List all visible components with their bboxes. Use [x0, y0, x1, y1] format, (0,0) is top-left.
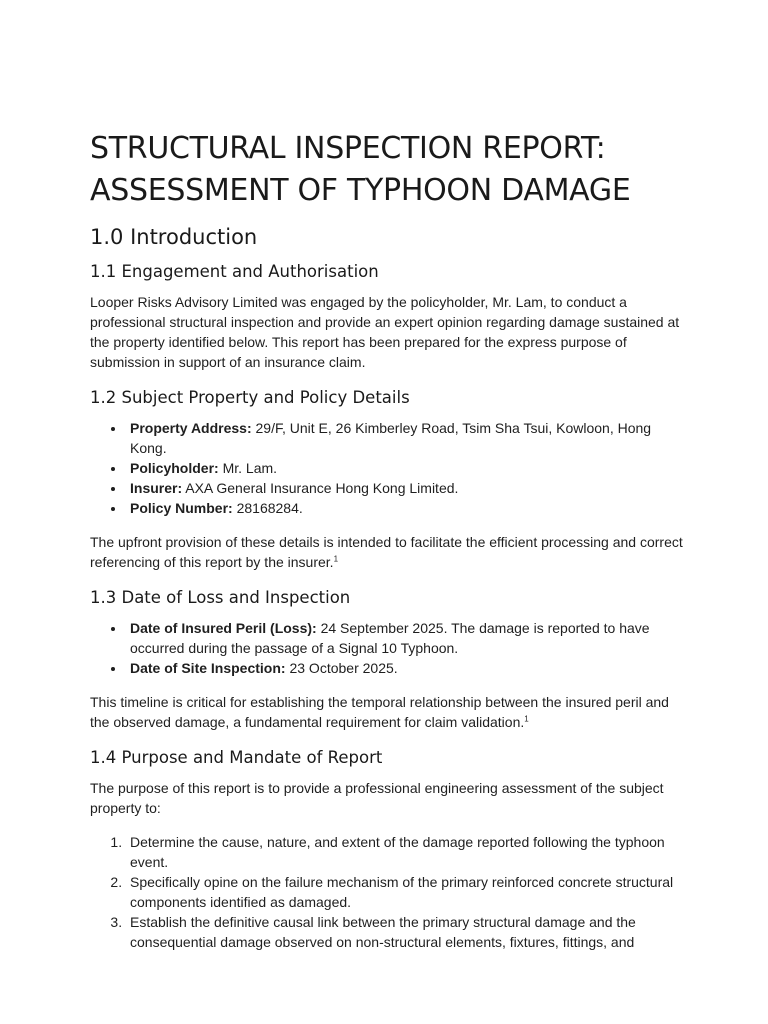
- list-item: [126, 418, 690, 458]
- date-details-list: [90, 618, 690, 678]
- timeline-paragraph: [90, 692, 690, 732]
- section-heading-purpose: 1.4 Purpose and Mandate of Report: [90, 748, 383, 767]
- list-item: [126, 658, 690, 678]
- footnote-marker[interactable]: 1: [524, 714, 529, 724]
- item-value: 28168284.: [232, 500, 303, 516]
- list-item: [126, 478, 690, 498]
- paragraph-text: This timeline is critical for establishing the temporal relationship between the insured peril and the observed damage, a fundamental requirement for claim validation.: [90, 694, 669, 730]
- section-heading-engagement: 1.1 Engagement and Authorisation: [90, 262, 379, 281]
- purpose-list: [90, 832, 690, 952]
- item-value: 24 September 2025. The damage is reported to have occurred during the passage of a Signal 10 Typhoon.: [130, 620, 650, 656]
- engagement-paragraph: Looper Risks Advisory Limited was engaged by the policyholder, Mr. Lam, to conduct a professional structural inspection and provide an expert opinion regarding damage sustained at the property identified below. This report has been prepared for the express purpose of submission in support of an insurance claim.: [90, 294, 680, 370]
- list-item: 3. Establish the definitive causal link between the primary structural damage and the consequential damage observed on non-structural elements, fixtures, fittings, and: [126, 912, 690, 952]
- item-label: Date of Site Inspection:: [130, 660, 286, 676]
- list-item: [126, 458, 690, 478]
- item-label: Insurer:: [130, 480, 183, 496]
- paragraph-text: The upfront provision of these details is intended to facilitate the efficient processing and correct referencing of this report by the insurer.: [90, 534, 683, 570]
- section-heading-property-details: 1.2 Subject Property and Policy Details: [90, 388, 410, 407]
- footnote-marker[interactable]: 1: [333, 554, 339, 564]
- list-item: [126, 618, 690, 658]
- list-item: 2. Specifically opine on the failure mechanism of the primary reinforced concrete structural components identified as damaged.: [126, 872, 690, 912]
- purpose-paragraph: The purpose of this report is to provide a professional engineering assessment of the subject property to:: [90, 780, 664, 816]
- property-details-list: [90, 418, 690, 518]
- report-title: STRUCTURAL INSPECTION REPORT: ASSESSMENT OF TYPHOON DAMAGE: [90, 131, 631, 208]
- item-value: 29/F, Unit E, 26 Kimberley Road, Tsim Sha Tsui, Kowloon, Hong Kong.: [130, 420, 652, 456]
- item-label: Policyholder:: [130, 460, 219, 476]
- item-value: AXA General Insurance Hong Kong Limited.: [182, 480, 459, 496]
- document-page: [90, 128, 690, 966]
- list-item: 1. Determine the cause, nature, and extent of the damage reported following the typhoon event.: [126, 832, 690, 872]
- list-item: [126, 498, 690, 518]
- item-label: Date of Insured Peril (Loss):: [130, 620, 317, 636]
- item-label: Property Address:: [130, 420, 252, 436]
- section-heading-date-of-loss: 1.3 Date of Loss and Inspection: [90, 588, 351, 607]
- item-value: Mr. Lam.: [218, 460, 278, 476]
- item-label: Policy Number:: [130, 500, 233, 516]
- section-heading-introduction: 1.0 Introduction: [90, 225, 258, 249]
- property-details-paragraph: [90, 532, 690, 572]
- item-value: 23 October 2025.: [285, 660, 398, 676]
